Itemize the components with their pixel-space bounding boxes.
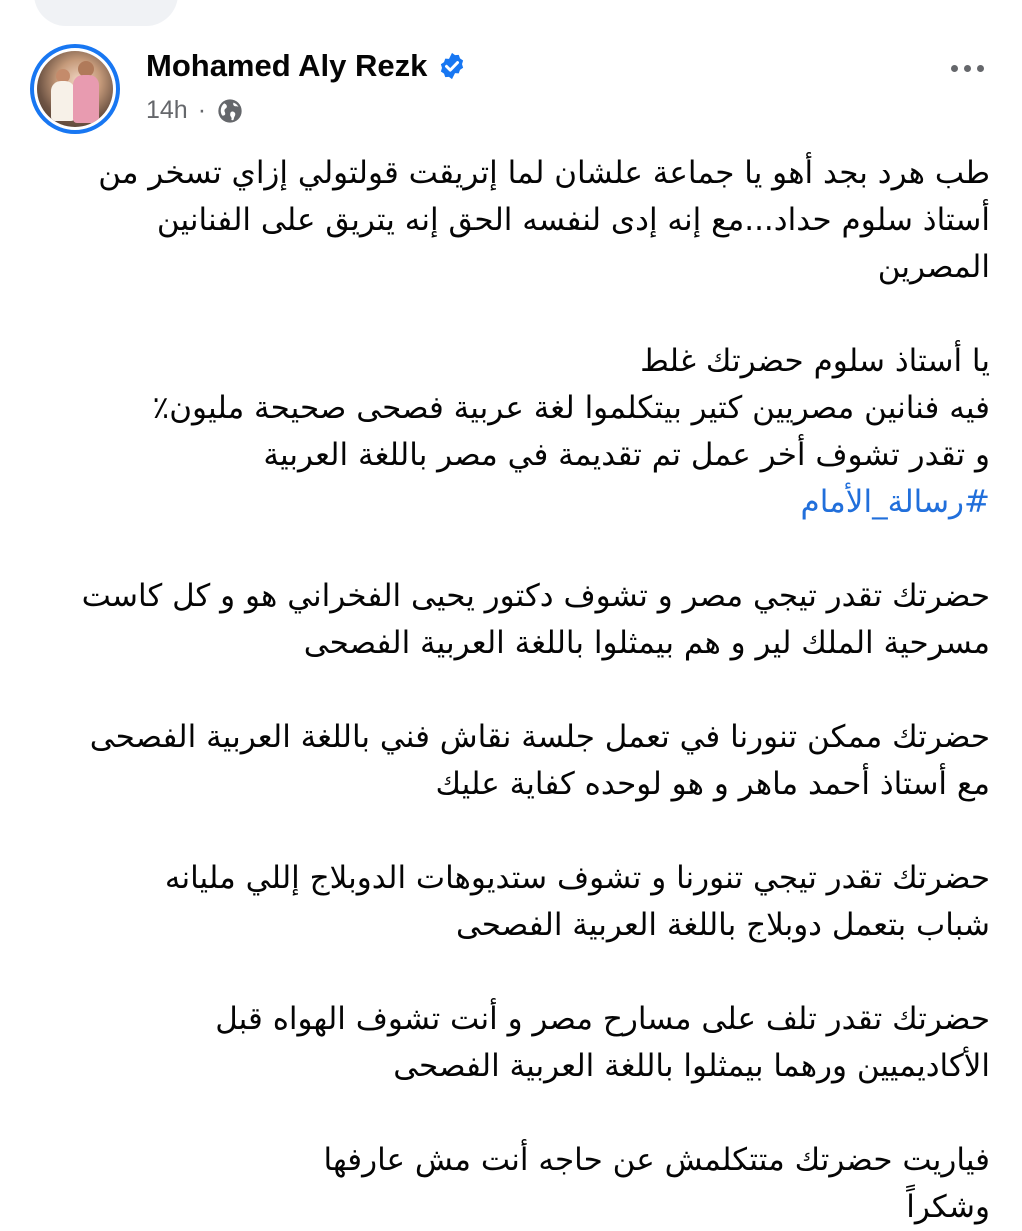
text-line: فياريت حضرتك متتكلمش عن حاجه أنت مش عارفها [323, 1142, 990, 1178]
author-name[interactable]: Mohamed Aly Rezk [146, 48, 428, 83]
text-line: مع أستاذ أحمد ماهر و هو لوحده كفاية عليك [435, 766, 990, 802]
previous-element-edge [34, 0, 178, 26]
text-line: وشكراً [906, 1189, 990, 1225]
author-row [146, 48, 467, 84]
text-line: و تقدر تشوف أخر عمل تم تقديمة في مصر باللغة العربية [263, 437, 990, 473]
post-meta [146, 96, 244, 125]
text-line: يا أستاذ سلوم حضرتك غلط [640, 343, 990, 379]
text-line: الأكاديميين ورهما بيمثلوا باللغة العربية الفصحى [393, 1048, 990, 1084]
text-line: طب هرد بجد أهو يا جماعة علشان لما إتريقت قولتولي إزاي تسخر من [98, 155, 990, 191]
text-line: فيه فنانين مصريين كتير بيتكلموا لغة عربية فصحى صحيحة مليون٪ [152, 390, 990, 426]
meta-separator: · [197, 96, 207, 124]
post-header [30, 44, 995, 140]
post-text [30, 150, 990, 1231]
text-line: حضرتك ممكن تنورنا في تعمل جلسة نقاش فني باللغة العربية الفصحى [89, 719, 990, 755]
verified-badge-icon [437, 51, 467, 81]
hashtag-link[interactable]: #رسالة_الأمام [800, 484, 990, 520]
more-options-icon[interactable] [939, 50, 995, 86]
globe-icon[interactable] [216, 97, 244, 125]
text-line: حضرتك تقدر تيجي مصر و تشوف دكتور يحيى الفخراني هو و كل كاست [81, 578, 990, 614]
text-line: حضرتك تقدر تلف على مسارح مصر و أنت تشوف الهواه قبل [215, 1001, 990, 1037]
text-line: المصرين [877, 249, 990, 285]
avatar-photo [37, 51, 113, 127]
text-line: مسرحية الملك لير و هم بيمثلوا باللغة العربية الفصحى [303, 625, 990, 661]
post-time[interactable]: 14h [146, 96, 188, 124]
text-line: شباب بتعمل دوبلاج باللغة العربية الفصحى [455, 907, 990, 943]
author-avatar[interactable] [30, 44, 120, 134]
text-line: حضرتك تقدر تيجي تنورنا و تشوف ستديوهات الدوبلاج إللي مليانه [164, 860, 990, 896]
text-line: أستاذ سلوم حداد...مع إنه إدى لنفسه الحق إنه يتريق على الفنانين [156, 202, 990, 238]
